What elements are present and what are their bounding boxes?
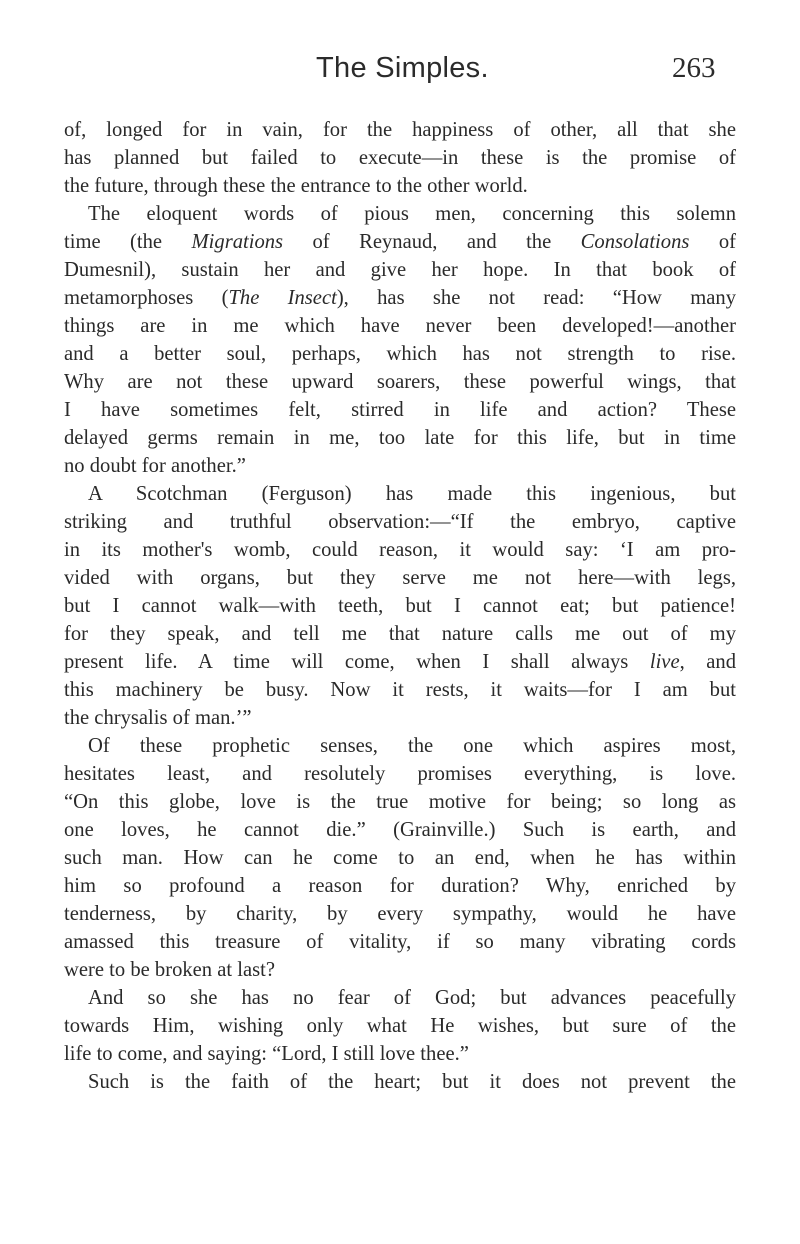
text-line: but I cannot walk—with teeth, but I cannot eat; but patience!: [64, 595, 736, 617]
text-line: And so she has no fear of God; but advances peacefully: [88, 987, 736, 1009]
text-line: of, longed for in vain, for the happiness of other, all that she: [64, 119, 736, 141]
text-line: no doubt for another.”: [64, 455, 246, 477]
text-line: things are in me which have never been developed!—another: [64, 315, 736, 337]
text-line: striking and truthful observation:—“If the embryo, captive: [64, 511, 736, 533]
text-line: in its mother's womb, could reason, it would say: ‘I am pro-: [64, 539, 736, 561]
text-line: present life. A time will come, when I shall always live, and: [64, 651, 737, 673]
page-header: [0, 52, 800, 92]
text-line: him so profound a reason for duration? Why, enriched by: [64, 875, 736, 897]
text-line: hesitates least, and resolutely promises everything, is love.: [64, 763, 736, 785]
text-line: towards Him, wishing only what He wishes, but sure of the: [64, 1015, 736, 1037]
body-text: [64, 116, 736, 1096]
text-line: the future, through these the entrance to the other world.: [64, 175, 528, 197]
text-line: one loves, he cannot die.” (Grainville.) Such is earth, and: [64, 819, 736, 841]
text-line: this machinery be busy. Now it rests, it waits—for I am but: [64, 679, 736, 701]
text-line: I have sometimes felt, stirred in life and action? These: [64, 399, 736, 421]
text-line: A Scotchman (Ferguson) has made this ingenious, but: [88, 483, 736, 505]
text-line: Such is the faith of the heart; but it does not prevent the: [88, 1071, 736, 1093]
text-line: for they speak, and tell me that nature calls me out of my: [64, 623, 736, 645]
text-line: time (the Migrations of Reynaud, and the Consolations of: [64, 231, 736, 253]
text-line: Why are not these upward soarers, these powerful wings, that: [64, 371, 736, 393]
text-line: Of these prophetic senses, the one which aspires most,: [88, 735, 736, 757]
running-title: The Simples.: [316, 52, 489, 84]
text-line: were to be broken at last?: [64, 959, 275, 981]
text-line: tenderness, by charity, by every sympathy, would he have: [64, 903, 736, 925]
text-line: The eloquent words of pious men, concerning this solemn: [88, 203, 736, 225]
page-number: 263: [672, 52, 716, 84]
text-line: life to come, and saying: “Lord, I still love thee.”: [64, 1043, 469, 1065]
text-line: and a better soul, perhaps, which has not strength to rise.: [64, 343, 736, 365]
text-line: metamorphoses (The Insect), has she not read: “How many: [64, 287, 736, 309]
text-line: the chrysalis of man.’”: [64, 707, 252, 729]
text-line: delayed germs remain in me, too late for this life, but in time: [64, 427, 736, 449]
text-line: Dumesnil), sustain her and give her hope. In that book of: [64, 259, 736, 281]
text-line: “On this globe, love is the true motive for being; so long as: [64, 791, 736, 813]
text-line: such man. How can he come to an end, when he has within: [64, 847, 736, 869]
text-line: vided with organs, but they serve me not here—with legs,: [64, 567, 736, 589]
text-line: amassed this treasure of vitality, if so many vibrating cords: [64, 931, 736, 953]
text-line: has planned but failed to execute—in these is the promise of: [64, 147, 736, 169]
